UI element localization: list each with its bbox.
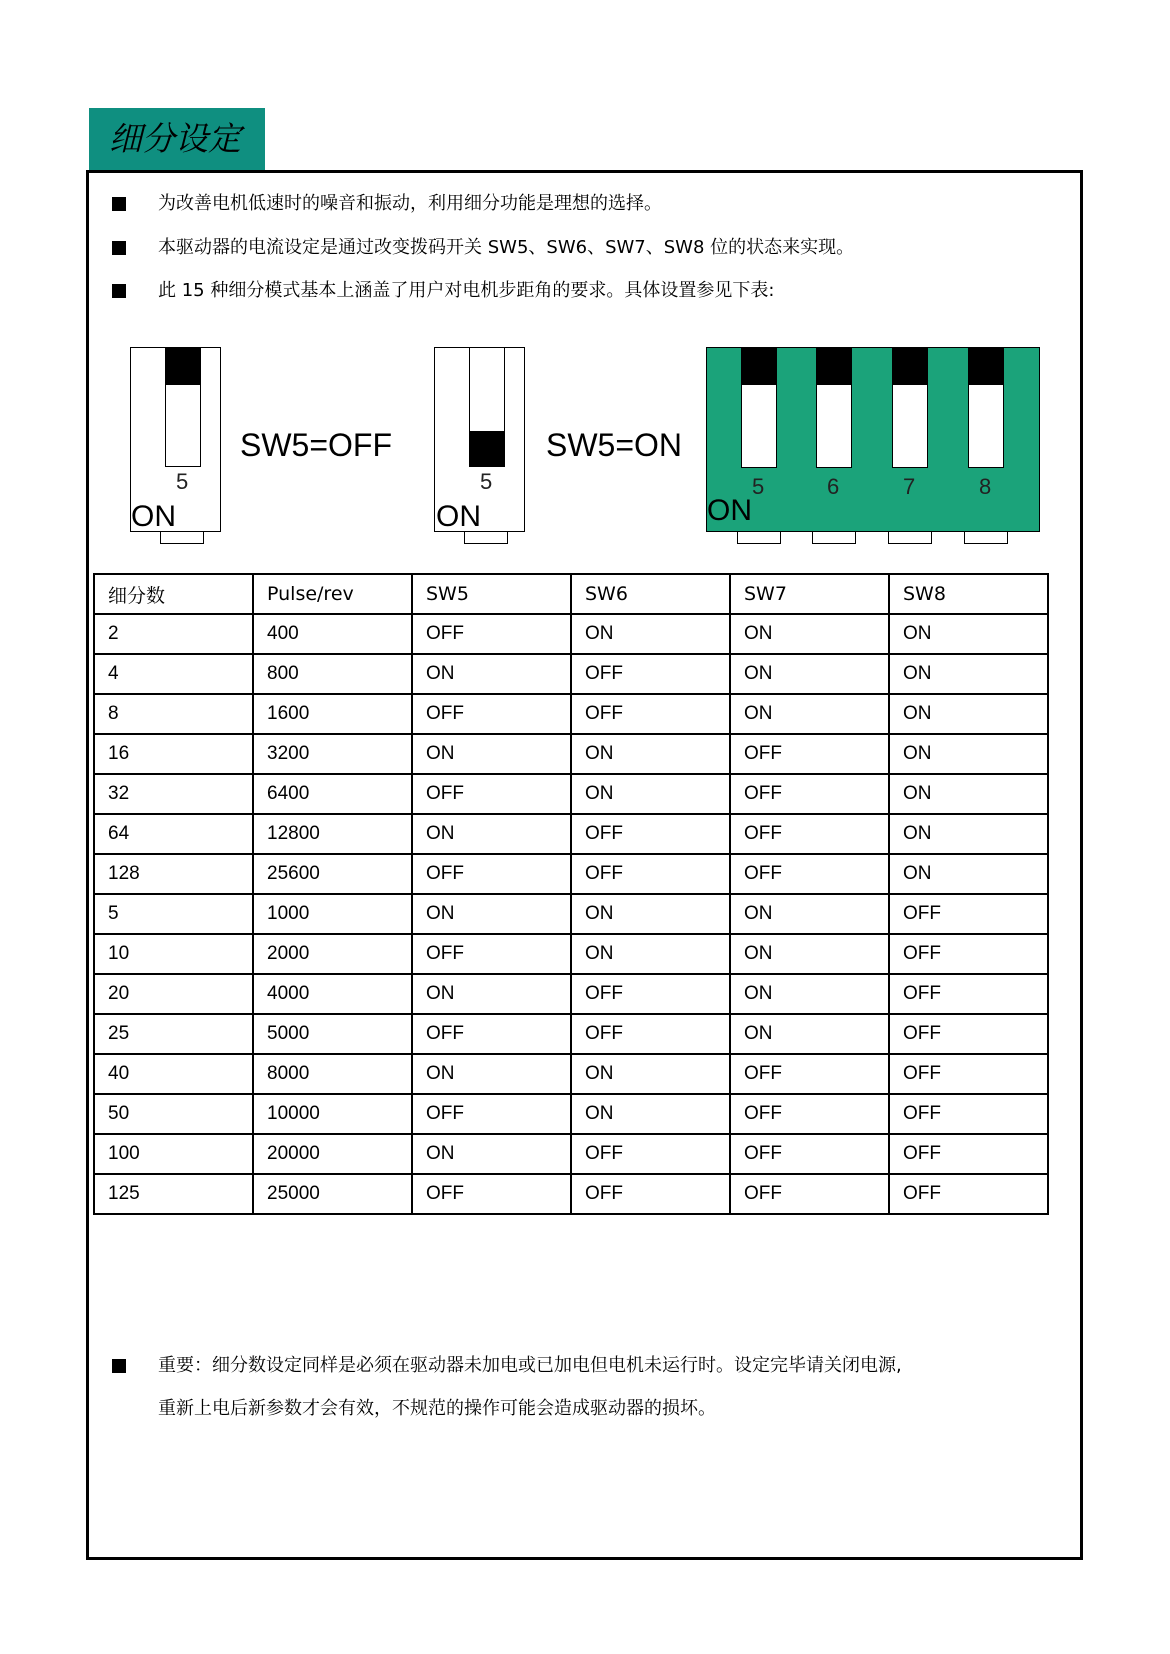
table-cell: 25000 xyxy=(253,1174,412,1214)
table-header-cell: SW5 xyxy=(412,574,571,614)
table-cell: 8 xyxy=(94,694,253,734)
table-cell: OFF xyxy=(889,1014,1048,1054)
table-cell: 100 xyxy=(94,1134,253,1174)
table-cell: 4 xyxy=(94,654,253,694)
note-line-2: 重新上电后新参数才会有效，不规范的操作可能会造成驱动器的损坏。 xyxy=(158,1398,716,1419)
table-cell: ON xyxy=(571,614,730,654)
table-cell: OFF xyxy=(730,1094,889,1134)
table-row xyxy=(94,1054,1048,1094)
table-cell: ON xyxy=(412,654,571,694)
table-row xyxy=(94,1174,1048,1214)
table-cell: 5 xyxy=(94,894,253,934)
table-cell: OFF xyxy=(412,614,571,654)
table-cell: 10000 xyxy=(253,1094,412,1134)
table-cell: OFF xyxy=(412,1174,571,1214)
table-cell: ON xyxy=(889,734,1048,774)
table-cell: OFF xyxy=(571,814,730,854)
table-cell: 2000 xyxy=(253,934,412,974)
note-line-1: 重要：细分数设定同样是必须在驱动器未加电或已加电但电机未运行时。设定完毕请关闭电源, xyxy=(158,1355,902,1376)
table-cell: ON xyxy=(571,774,730,814)
table-cell: OFF xyxy=(412,1014,571,1054)
table-header-cell: Pulse/rev xyxy=(253,574,412,614)
table-cell: ON xyxy=(412,814,571,854)
table-cell: 16 xyxy=(94,734,253,774)
table-cell: OFF xyxy=(730,734,889,774)
table-cell: ON xyxy=(730,934,889,974)
switch-number: 8 xyxy=(979,474,992,499)
table-cell: OFF xyxy=(571,854,730,894)
table-cell: 50 xyxy=(94,1094,253,1134)
table-cell: ON xyxy=(889,854,1048,894)
bullet-icon xyxy=(112,197,126,211)
table-cell: 25600 xyxy=(253,854,412,894)
table-cell: OFF xyxy=(730,1134,889,1174)
table-cell: OFF xyxy=(571,654,730,694)
table-cell: ON xyxy=(889,774,1048,814)
switch-number: 5 xyxy=(752,474,765,499)
table-row xyxy=(94,854,1048,894)
table-row xyxy=(94,654,1048,694)
table-cell: 1000 xyxy=(253,894,412,934)
table-cell: OFF xyxy=(730,854,889,894)
table-cell: 25 xyxy=(94,1014,253,1054)
switch-knob xyxy=(741,347,777,385)
table-cell: 4000 xyxy=(253,974,412,1014)
table-cell: OFF xyxy=(571,694,730,734)
table-cell: OFF xyxy=(412,1094,571,1134)
bullet-icon xyxy=(112,1359,126,1373)
table-cell: 40 xyxy=(94,1054,253,1094)
table-cell: ON xyxy=(889,694,1048,734)
table-cell: ON xyxy=(412,894,571,934)
table-row xyxy=(94,894,1048,934)
table-cell: 20000 xyxy=(253,1134,412,1174)
table-header-cell: SW8 xyxy=(889,574,1048,614)
table-cell: ON xyxy=(571,734,730,774)
table-cell: 8000 xyxy=(253,1054,412,1094)
table-cell: 3200 xyxy=(253,734,412,774)
table-cell: OFF xyxy=(889,894,1048,934)
table-cell: 128 xyxy=(94,854,253,894)
table-cell: 125 xyxy=(94,1174,253,1214)
table-cell: ON xyxy=(730,694,889,734)
table-cell: ON xyxy=(571,1094,730,1134)
table-cell: ON xyxy=(889,654,1048,694)
table-cell: ON xyxy=(889,814,1048,854)
table-row xyxy=(94,934,1048,974)
switch-knob xyxy=(816,347,852,385)
switch-on-label: ON xyxy=(436,500,481,533)
table-cell: 32 xyxy=(94,774,253,814)
switch-number: 6 xyxy=(827,474,840,499)
table-cell: OFF xyxy=(889,1174,1048,1214)
table-cell: 400 xyxy=(253,614,412,654)
table-cell: OFF xyxy=(412,934,571,974)
table-cell: OFF xyxy=(889,974,1048,1014)
table-row xyxy=(94,734,1048,774)
switch-on-label: ON xyxy=(131,500,176,533)
table-cell: OFF xyxy=(730,774,889,814)
switch-caption-on: SW5=ON xyxy=(546,427,683,463)
table-cell: ON xyxy=(571,1054,730,1094)
table-cell: OFF xyxy=(412,774,571,814)
switch-knob xyxy=(165,347,201,385)
switch-number: 7 xyxy=(903,474,916,499)
table-cell: ON xyxy=(730,894,889,934)
bullet-icon xyxy=(112,241,126,255)
switch-number: 5 xyxy=(480,469,493,494)
table-cell: ON xyxy=(571,894,730,934)
table-header-cell: SW6 xyxy=(571,574,730,614)
switch-tab xyxy=(812,532,856,544)
bullet-text-3: 此 15 种细分模式基本上涵盖了用户对电机步距角的要求。具体设置参见下表: xyxy=(158,280,775,301)
table-cell: OFF xyxy=(889,1134,1048,1174)
switch-caption-off: SW5=OFF xyxy=(240,427,393,463)
switch-on-label: ON xyxy=(707,494,752,527)
switch-tab xyxy=(737,532,781,544)
table-row xyxy=(94,814,1048,854)
table-header-row xyxy=(94,574,1048,614)
table-row xyxy=(94,694,1048,734)
table-cell: 12800 xyxy=(253,814,412,854)
table-row xyxy=(94,1134,1048,1174)
table-cell: ON xyxy=(889,614,1048,654)
table-body xyxy=(94,574,1048,1214)
table-cell: OFF xyxy=(730,814,889,854)
table-cell: 5000 xyxy=(253,1014,412,1054)
table-row xyxy=(94,974,1048,1014)
table-cell: OFF xyxy=(412,694,571,734)
table-cell: OFF xyxy=(889,934,1048,974)
section-title: 细分设定 xyxy=(89,108,265,170)
table-cell: OFF xyxy=(571,1134,730,1174)
table-cell: OFF xyxy=(571,974,730,1014)
table-cell: OFF xyxy=(571,1014,730,1054)
table-row xyxy=(94,1094,1048,1134)
table-cell: OFF xyxy=(889,1054,1048,1094)
table-header-cell: SW7 xyxy=(730,574,889,614)
switch-tab xyxy=(964,532,1008,544)
table-cell: ON xyxy=(571,934,730,974)
table-cell: 2 xyxy=(94,614,253,654)
table-row xyxy=(94,1014,1048,1054)
switch-knob xyxy=(469,431,505,467)
table-cell: ON xyxy=(412,1054,571,1094)
table-cell: 800 xyxy=(253,654,412,694)
subdivision-table xyxy=(93,573,1049,1215)
switch-knob xyxy=(892,347,928,385)
table-header-cell: 细分数 xyxy=(94,574,253,614)
table-cell: 10 xyxy=(94,934,253,974)
switch-number: 5 xyxy=(176,469,189,494)
table-cell: ON xyxy=(730,974,889,1014)
switch-knob xyxy=(968,347,1004,385)
table-cell: 1600 xyxy=(253,694,412,734)
table-cell: OFF xyxy=(730,1174,889,1214)
table-row xyxy=(94,614,1048,654)
table-cell: 64 xyxy=(94,814,253,854)
table-cell: 20 xyxy=(94,974,253,1014)
table-cell: OFF xyxy=(412,854,571,894)
table-cell: ON xyxy=(412,1134,571,1174)
table-cell: OFF xyxy=(571,1174,730,1214)
table-cell: ON xyxy=(412,974,571,1014)
table-cell: ON xyxy=(730,614,889,654)
table-cell: ON xyxy=(730,654,889,694)
table-row xyxy=(94,774,1048,814)
table-cell: ON xyxy=(730,1014,889,1054)
bullet-text-1: 为改善电机低速时的噪音和振动，利用细分功能是理想的选择。 xyxy=(158,193,662,214)
table-cell: OFF xyxy=(889,1094,1048,1134)
table-cell: OFF xyxy=(730,1054,889,1094)
table-cell: 6400 xyxy=(253,774,412,814)
table-cell: ON xyxy=(412,734,571,774)
bullet-icon xyxy=(112,284,126,298)
bullet-text-2: 本驱动器的电流设定是通过改变拨码开关 SW5、SW6、SW7、SW8 位的状态来实现。 xyxy=(158,237,855,258)
switch-tab xyxy=(888,532,932,544)
